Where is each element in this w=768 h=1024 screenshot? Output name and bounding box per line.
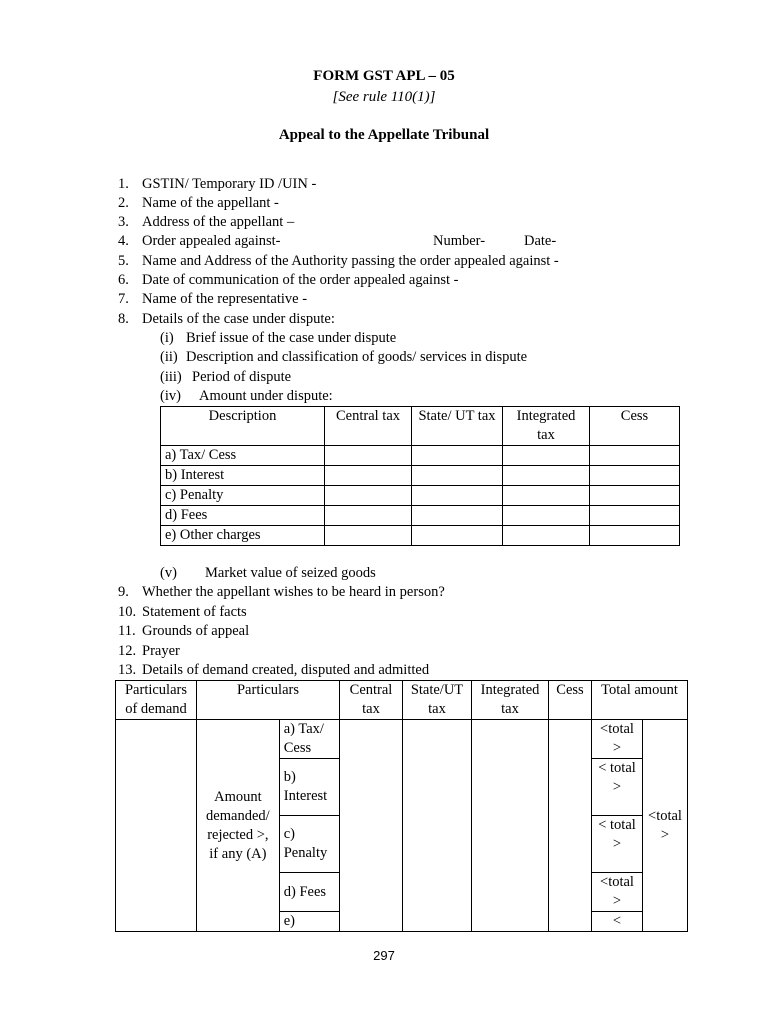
subitem-text: Amount under dispute:	[199, 388, 333, 404]
list-item: 2.	[118, 195, 129, 211]
table-header: Central tax	[340, 681, 403, 720]
table-cell[interactable]	[412, 526, 503, 546]
table-cell[interactable]	[412, 466, 503, 486]
list-item: 3.	[118, 214, 129, 230]
list-item: 7.	[118, 291, 129, 307]
subitem-text: Market value of seized goods	[205, 565, 376, 581]
subitem-number: (iii)	[160, 369, 182, 385]
list-item: 10.	[118, 604, 137, 620]
table-cell[interactable]	[590, 506, 680, 526]
table-cell[interactable]	[325, 506, 412, 526]
table-cell[interactable]	[590, 526, 680, 546]
list-item-text: Statement of facts	[142, 604, 247, 620]
list-item: 1.	[118, 176, 129, 192]
table-cell[interactable]	[503, 486, 590, 506]
table-cell[interactable]	[590, 466, 680, 486]
list-item-text: Address of the appellant –	[142, 214, 295, 230]
table-header: Description	[161, 407, 325, 446]
list-item-text: Details of demand created, disputed and admitted	[142, 662, 430, 678]
row-label: e)	[279, 912, 339, 932]
page-number: 297	[373, 948, 395, 963]
row-total: < total >	[592, 816, 643, 873]
table-header: Particulars of demand	[116, 681, 197, 720]
list-item: 9.	[118, 584, 129, 600]
subitem-number: (ii)	[160, 349, 178, 365]
row-label: c) Penalty	[161, 486, 325, 506]
row-total: <total >	[592, 720, 643, 759]
list-item-text: Name and Address of the Authority passing the order appealed against -	[142, 253, 559, 269]
table-cell[interactable]	[325, 446, 412, 466]
table-cell[interactable]	[325, 486, 412, 506]
table-cell[interactable]	[412, 506, 503, 526]
row-label: b) Interest	[161, 466, 325, 486]
table-cell[interactable]	[503, 466, 590, 486]
table-cell[interactable]	[325, 526, 412, 546]
list-item-text: Name of the appellant -	[142, 195, 279, 211]
subitem-number: (iv)	[160, 388, 181, 404]
grand-total: <total >	[643, 720, 688, 932]
table-row	[161, 446, 680, 466]
amount-demanded-label: Amount demanded/ rejected >, if any (A)	[197, 720, 280, 932]
row-label: c) Penalty	[279, 816, 339, 873]
list-item-text: GSTIN/ Temporary ID /UIN -	[142, 176, 317, 192]
table-cell[interactable]	[340, 720, 403, 932]
subitem-text: Brief issue of the case under dispute	[186, 330, 397, 346]
form-subtitle: [See rule 110(1)]	[332, 89, 436, 105]
table-cell[interactable]	[503, 446, 590, 466]
list-item: 13.	[118, 662, 137, 678]
subitem-text: Description and classification of goods/ services in dispute	[186, 349, 528, 365]
row-total: <	[592, 912, 643, 932]
table-cell[interactable]	[403, 720, 472, 932]
table-header: Cess	[549, 681, 592, 720]
table-header: Total amount	[592, 681, 688, 720]
table-cell[interactable]	[590, 446, 680, 466]
table-cell[interactable]	[503, 506, 590, 526]
list-item: 4.	[118, 233, 129, 249]
list-item: 6.	[118, 272, 129, 288]
form-heading: Appeal to the Appellate Tribunal	[278, 127, 490, 143]
amount-under-dispute-table	[160, 406, 680, 546]
list-item-text: Grounds of appeal	[142, 623, 250, 639]
table-header: Integrated tax	[472, 681, 549, 720]
list-item: 12.	[118, 643, 137, 659]
demand-details-table	[115, 680, 688, 932]
row-label: e) Other charges	[161, 526, 325, 546]
row-total: <total >	[592, 873, 643, 912]
list-item-text: Order appealed against-	[142, 233, 281, 249]
table-cell[interactable]	[412, 486, 503, 506]
subitem-number: (v)	[160, 565, 177, 581]
table-header: State/ UT tax	[412, 407, 503, 446]
row-label: a) Tax/ Cess	[161, 446, 325, 466]
list-item: 11.	[118, 623, 136, 639]
table-header: Integrated tax	[503, 407, 590, 446]
table-cell[interactable]	[503, 526, 590, 546]
table-row	[161, 466, 680, 486]
table-header: State/UT tax	[403, 681, 472, 720]
row-total: < total >	[592, 759, 643, 816]
table-cell[interactable]	[325, 466, 412, 486]
subitem-text: Period of dispute	[192, 369, 292, 385]
form-title: FORM GST APL – 05	[313, 68, 455, 84]
table-header: Central tax	[325, 407, 412, 446]
row-label: b) Interest	[279, 759, 339, 816]
table-cell[interactable]	[412, 446, 503, 466]
table-cell[interactable]	[116, 720, 197, 932]
subitem-number: (i)	[160, 330, 174, 346]
order-number-label: Number-	[433, 233, 486, 249]
table-row	[161, 486, 680, 506]
row-label: d) Fees	[161, 506, 325, 526]
table-cell[interactable]	[472, 720, 549, 932]
list-item-text: Details of the case under dispute:	[142, 311, 335, 327]
table-row	[116, 720, 688, 759]
list-item-text: Prayer	[142, 643, 180, 659]
list-item: 8.	[118, 311, 129, 327]
list-item: 5.	[118, 253, 129, 269]
row-label: a) Tax/ Cess	[279, 720, 339, 759]
row-label: d) Fees	[279, 873, 339, 912]
list-item-text: Date of communication of the order appealed against -	[142, 272, 459, 288]
table-header: Particulars	[197, 681, 340, 720]
table-row	[161, 526, 680, 546]
list-item-text: Name of the representative -	[142, 291, 308, 307]
order-date-label: Date-	[524, 233, 557, 249]
table-cell[interactable]	[590, 486, 680, 506]
list-item-text: Whether the appellant wishes to be heard in person?	[142, 584, 445, 600]
table-header: Cess	[590, 407, 680, 446]
table-cell[interactable]	[549, 720, 592, 932]
table-row	[161, 506, 680, 526]
